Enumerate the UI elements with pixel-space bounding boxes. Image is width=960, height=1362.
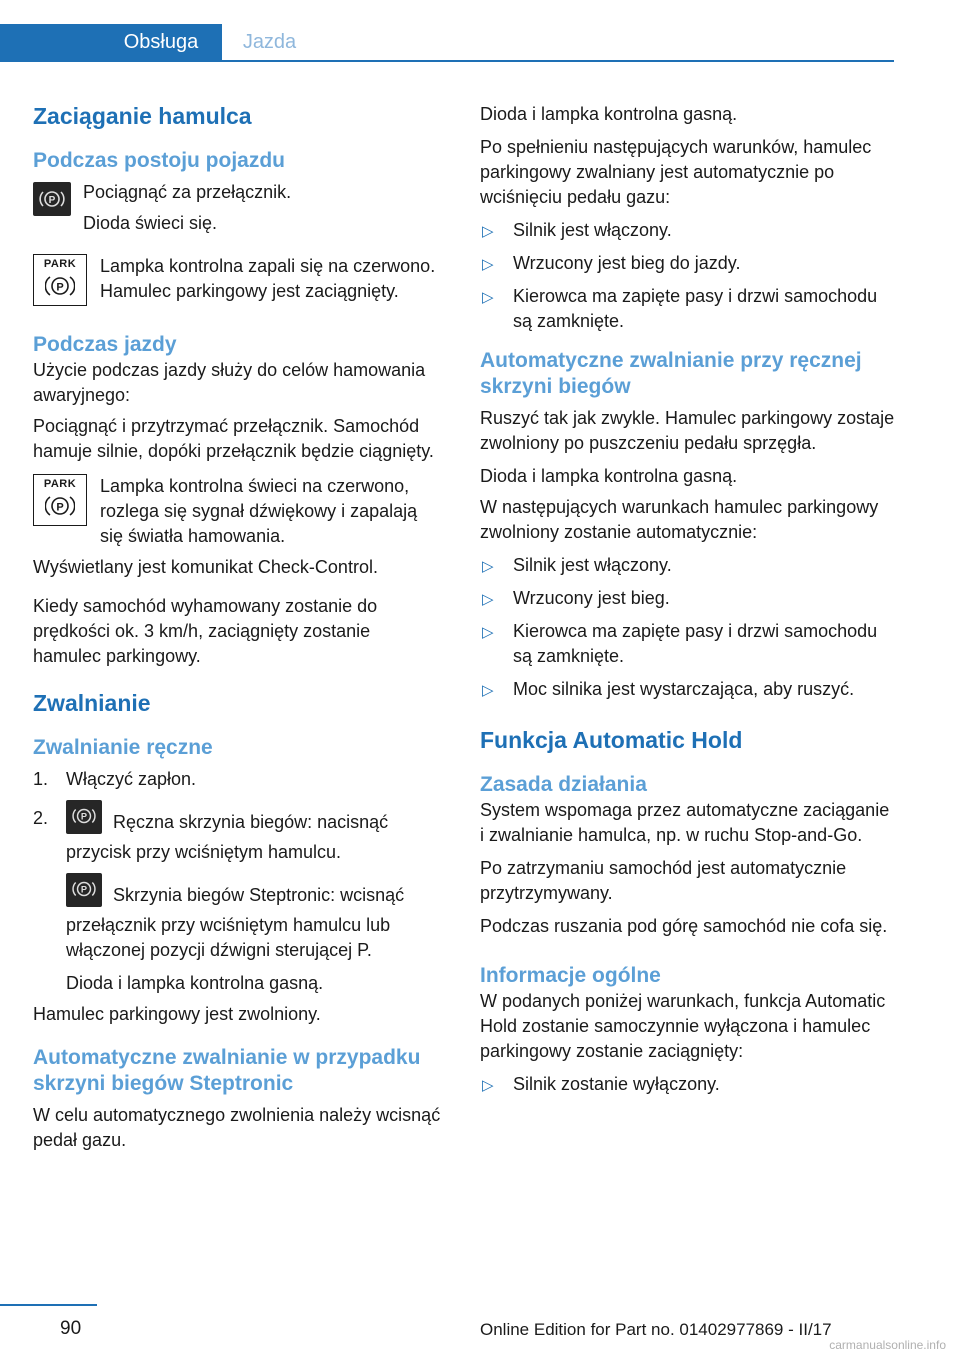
heading-automatic-hold: Funkcja Automatic Hold (480, 727, 743, 753)
text-press-gas: W celu automatycznego zwolnienia należy wcisnąć pedał gazu. (33, 1105, 441, 1150)
heading-parked: Podczas postoju pojazdu (33, 149, 286, 172)
park-lamp-icon: PARK P (33, 474, 87, 526)
left-column (33, 102, 443, 1153)
text-lamp-red: Lampka kontrolna zapali się na czerwono. Hamulec parkingowy jest zaciągnięty. (100, 256, 436, 301)
parking-brake-switch-icon (66, 873, 102, 907)
list-item: 2. P Ręczna skrzynia biegów: nacisnąć przycisk przy wciśniętym hamulcu. P Skrzynia biegów Steptronic: wcisnąć przełącznik przy wciśniętym hamulcu lub włączonej pozycji dźwigni sterującej P. Dioda i lampka kontrolna gasną. (33, 806, 443, 996)
parking-brake-switch-icon (33, 182, 71, 216)
text-lamp-signal: Lampka kontrolna świeci na czerwono, rozlega się sygnał dźwiękowy i zapalają się światła hamowania. (100, 476, 418, 546)
list-item: ▷ Wrzucony jest bieg do jazdy. (482, 253, 741, 273)
text-released: Hamulec parkingowy jest zwolniony. (33, 1004, 321, 1024)
header-tabs (0, 24, 960, 62)
release-steps (33, 767, 443, 996)
header-rule (0, 60, 894, 62)
heading-principle: Zasada działania (480, 773, 647, 796)
text-drive-off: Ruszyć tak jak zwykle. Hamulec parkingowy zostaje zwolniony po puszczeniu pedału sprzęgła. (480, 408, 895, 453)
text-led-on: Dioda świeci się. (83, 213, 218, 233)
svg-text:P: P (56, 281, 64, 294)
heading-general-info: Informacje ogólne (480, 964, 661, 987)
footer-rule (0, 1304, 97, 1306)
text-hill-start: Podczas ruszania pod górę samochód nie cofa się. (480, 916, 888, 936)
heading-auto-release-steptronic: Automatyczne zwalnianie w przypadku skrzyni biegów Steptronic (33, 1046, 421, 1095)
watermark: carmanualsonline.info (829, 1338, 946, 1352)
svg-text:P: P (56, 501, 64, 514)
edition-label: Online Edition for Part no. 01402977869 - II/17 (480, 1320, 832, 1339)
list-item: ▷ Silnik zostanie wyłączony. (482, 1074, 720, 1094)
right-column (480, 102, 895, 1097)
heading-driving: Podczas jazdy (33, 333, 177, 356)
text-led-off: Dioda i lampka kontrolna gasną. (480, 104, 738, 124)
text-check-control: Wyświetlany jest komunikat Check-Control. (33, 557, 378, 577)
text-conditions-intro-2: W następujących warunkach hamulec parkingowy zwolniony zostanie automatycznie: (480, 497, 879, 542)
list-item: ▷ Wrzucony jest bieg. (482, 588, 670, 608)
heading-auto-release-manual: Automatyczne zwalnianie przy ręcznej skrzyni biegów (480, 349, 862, 398)
text-3kmh: Kiedy samochód wyhamowany zostanie do prędkości ok. 3 km/h, zaciągnięty zostanie hamulec parkingowy. (33, 596, 378, 666)
list-item: 1. Włączyć zapłon. (33, 769, 197, 789)
text-conditions-intro: Po spełnieniu następujących warunków, hamulec parkingowy zwalniany jest automatycznie po wciśnięciu pedału gazu: (480, 137, 872, 207)
heading-manual-release: Zwalnianie ręczne (33, 736, 213, 759)
conditions-list-1 (480, 218, 895, 334)
conditions-list-3 (480, 1072, 895, 1097)
text-system-support: System wspomaga przez automatyczne zaciąganie i zwalnianie hamulca, np. w ruchu Stop-and-Go. (480, 800, 890, 845)
steptronic-note: P Skrzynia biegów Steptronic: wcisnąć przełącznik przy wciśniętym hamulcu lub włączonej pozycji dźwigni sterującej P. (66, 879, 443, 963)
parking-brake-switch-icon (66, 800, 102, 834)
svg-text:P: P (80, 811, 88, 822)
heading-brake-apply: Zaciąganie hamulca (33, 103, 252, 129)
list-item: ▷ Kierowca ma zapięte pasy i drzwi samochodu są zamknięte. (482, 621, 878, 666)
tab-jazda[interactable]: Jazda (242, 31, 297, 53)
text-pull-hold: Pociągnąć i przytrzymać przełącznik. Samochód hamuje silnie, dopóki przełącznik będzie ciągnięty. (33, 416, 434, 461)
page-number: 90 (60, 1318, 82, 1339)
text-hold-stopped: Po zatrzymaniu samochód jest automatycznie przytrzymywany. (480, 858, 847, 903)
tab-obsluga[interactable]: Obsługa (0, 24, 222, 60)
text-emergency-use: Użycie podczas jazdy służy do celów hamowania awaryjnego: (33, 360, 426, 405)
list-item: ▷ Silnik jest włączony. (482, 220, 672, 240)
switch-instruction (33, 180, 443, 236)
heading-release: Zwalnianie (33, 690, 151, 716)
park-lamp-icon: PARK P (33, 254, 87, 306)
conditions-list-2 (480, 553, 895, 702)
text-led-off-2: Dioda i lampka kontrolna gasną. (480, 466, 738, 486)
svg-text:P: P (48, 195, 56, 206)
list-item: ▷ Silnik jest włączony. (482, 555, 672, 575)
text-auto-hold-off: W podanych poniżej warunkach, funkcja Automatic Hold zostanie samoczynnie wyłączona i hamulec parkingowy zostanie zaciągnięty: (480, 991, 886, 1061)
svg-text:P: P (80, 884, 88, 895)
park-lamp-note (33, 254, 443, 304)
park-lamp-note-2 (33, 474, 443, 549)
led-off-note: Dioda i lampka kontrolna gasną. (66, 973, 324, 993)
text-pull-switch: Pociągnąć za przełącznik. (83, 182, 292, 202)
list-item: ▷ Kierowca ma zapięte pasy i drzwi samochodu są zamknięte. (482, 286, 878, 331)
list-item: ▷ Moc silnika jest wystarczająca, aby ruszyć. (482, 679, 855, 699)
